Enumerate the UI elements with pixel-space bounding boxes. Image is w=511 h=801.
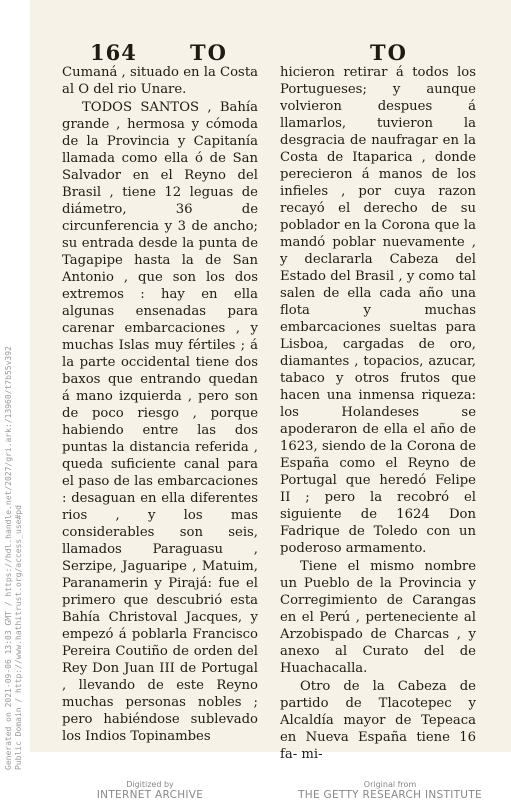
right-paragraph: Tiene el mismo nombre un Pueblo de la Provincia y Corregimiento de Carangas en el Perú , perteneciente al Arzobispado de Charcas , y anexo al Curato del de Huachacalla. [280, 559, 476, 676]
digitized-by-label: Digitized by [126, 780, 174, 789]
original-from-label: Original from [363, 780, 417, 789]
right-column [280, 64, 476, 763]
getty-label: THE GETTY RESEARCH INSTITUTE [298, 789, 482, 801]
digitized-by-credit [70, 780, 230, 801]
headword-right: TO [370, 40, 408, 65]
footer [0, 752, 511, 800]
watermark-line: Generated on 2021-09-06 13:03 GMT / https://hdl.handle.net/2027/gri.ark:/13960/t7b55v392 [4, 346, 13, 770]
side-watermark [4, 346, 24, 770]
right-paragraph: Otro de la Cabeza de partido de Tlacotepec y Alcaldía mayor de Tepeaca en Nueva España tiene 16 fa- mi- [280, 679, 476, 762]
watermark-line: Public Domain / http://www.hathitrust.org/access_use#pd [14, 505, 23, 770]
headword-left: TO [190, 40, 228, 65]
original-from-credit [290, 780, 490, 801]
right-paragraph: hicieron retirar á todos los Portugueses; y aunque volvieron despues á llamarlos, tuvieron la desgracia de naufragar en la Costa de Itaparica , donde perecieron á manos de los infieles , por cuya razon recayó el derecho de su poblador en la Corona que la mandó poblar nuevamente , y declararla Cabeza del Estado del Brasil , y como tal salen de ella cada año una flota y muchas embarcaciones sueltas para Lisboa, cargadas de oro, diamantes , topacios, azucar, tabaco y otros frutos que hacen una inmensa riqueza: los Holandeses se apoderaron de ella el año de 1623, siendo de la Corona de España como el Reyno de Portugal que heredó Felipe II ; pero la recobró el siguiente de 1624 Don Fadrique de Toledo con un poderoso armamento. [280, 65, 476, 556]
left-column [62, 64, 258, 745]
internet-archive-label: INTERNET ARCHIVE [96, 789, 204, 801]
page-number: 164 [90, 40, 137, 65]
left-paragraph: TODOS SANTOS , Bahía grande , hermosa y cómoda de la Provincia y Capitanía llamada como ella ó de San Salvador en el Reyno del Brasil , tiene 12 leguas de diámetro, 36 de circunferencia y 3 de ancho; su entrada desde la punta de Tagapipe hasta la de San Antonio , que son los dos extremos : hay en ella algunas ensenadas para carenar embarcaciones , y muchas Islas muy fértiles ; á la parte occidental tiene dos baxos que entrando quedan á mano izquierda , pero son de poco riesgo , porque habiendo entre las dos puntas la distancia referida , queda suficiente canal para el paso de las embarcaciones : desaguan en ella diferentes rios , y los mas considerables son seis, llamados Paraguasu , Serzipe, Jaguaripe , Matuim, Paranamerin y Pirajá: fue el primero que descubrió esta Bahía Christoval Jacques, y empezó á poblarla Francisco Pereira Coutiño de orden del Rey Don Juan III de Portugal , llevando de este Reyno muchas personas nobles ; pero habiéndose sublevado los Indios Topinambes [62, 100, 258, 744]
left-paragraph: Cumaná , situado en la Costa al O del rio Unare. [62, 65, 258, 97]
